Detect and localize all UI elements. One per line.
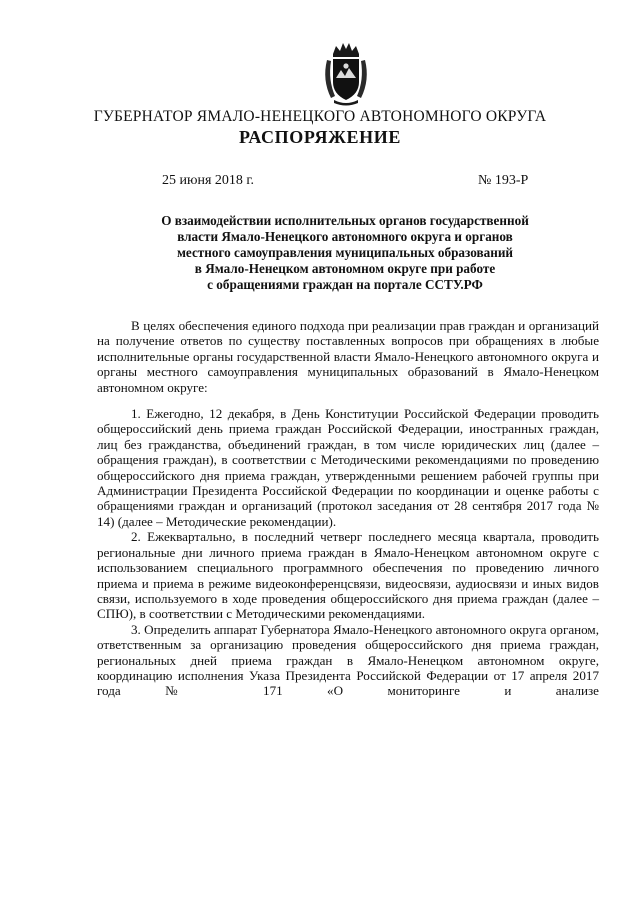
issuing-authority: ГУБЕРНАТОР ЯМАЛО-НЕНЕЦКОГО АВТОНОМНОГО ОКРУГА — [93, 108, 547, 125]
subject-line: власти Ямало-Ненецкого автономного округа и органов — [177, 229, 513, 245]
document-subject — [110, 213, 580, 293]
document-body — [97, 318, 599, 699]
preamble-paragraph: В целях обеспечения единого подхода при реализации прав граждан и организаций на получение ответов по существу поставленных вопросов при обращениях в любые исполнительные органы государственной власти Ямало-Ненецкого автономного округа и органы местного самоуправления муниципальных образований в Ямало-Ненецком автономном округе: — [97, 318, 599, 395]
item-1-paragraph: 1. Ежегодно, 12 декабря, в День Конституции Российской Федерации проводить общероссийский день приема граждан Российской Федерации, иностранных граждан, лиц без гражданства, объединений граждан, в том числе юридических лиц (далее – обращения граждан), в соответствии с Методическими рекомендациями по проведению общероссийского дня приема граждан, утвержденными решением рабочей группы при Администрации Президента Российской Федерации по координации и оценке работы с обращениями граждан и организаций (протокол заседания от 28 сентября 2017 года № 14) (далее – Методические рекомендации). — [97, 406, 599, 529]
document-number: № 193-Р — [478, 173, 529, 188]
coat-of-arms-emblem — [321, 40, 371, 108]
document-date: 25 июня 2018 г. — [162, 173, 255, 188]
item-3-paragraph: 3. Определить аппарат Губернатора Ямало-Ненецкого автономного округа органом, ответственным за организацию проведения общероссийского дня приема граждан, региональных дней приема граждан в Ямало-Ненецком автономном округе, координацию исполнения Указа Президента Российской Федерации от 17 апреля 2017 года № 171 «О мониторинге и анализе — [97, 621, 599, 699]
subject-line: в Ямало-Ненецком автономном округе при работе — [194, 261, 496, 277]
subject-line: с обращениями граждан на портале ССТУ.РФ — [207, 277, 483, 293]
item-2-paragraph: 2. Ежеквартально, в последний четверг последнего месяца квартала, проводить региональные дни личного приема граждан в Ямало-Ненецком автономном округе с использованием специального программного обеспечения по проведению личного приема и приема в режиме видеоконференцсвязи, видеосвязи, аудиосвязи и иных видов связи, используемого в ходе проведения общероссийского дня приема граждан (далее – СПЮ), в соответствии с Методическими рекомендациями. — [97, 529, 599, 622]
subject-line: местного самоуправления муниципальных образований — [176, 245, 514, 261]
document-type-title: РАСПОРЯЖЕНИЕ — [239, 127, 401, 147]
subject-line: О взаимодействии исполнительных органов государственной — [161, 213, 529, 228]
